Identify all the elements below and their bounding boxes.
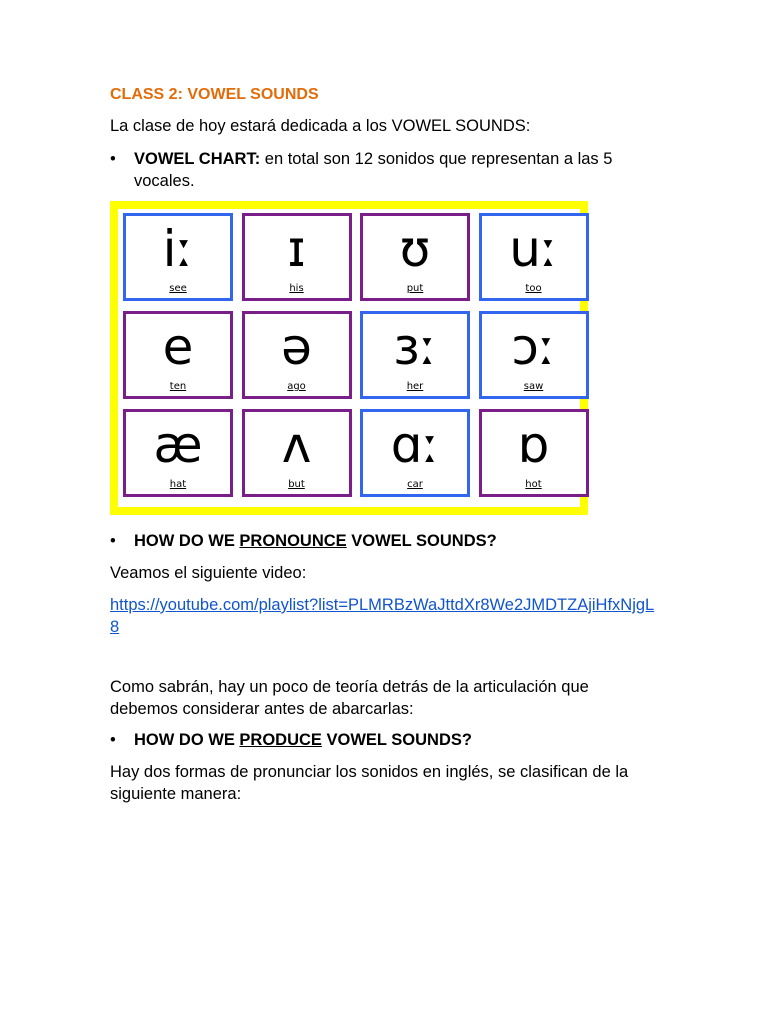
example-word: see xyxy=(169,283,187,294)
example-word: saw xyxy=(523,381,544,392)
vowel-cell xyxy=(360,213,470,301)
bullet-vowel-chart-label: VOWEL CHART: xyxy=(134,150,261,168)
vowel-symbol: æ xyxy=(153,416,203,474)
vowel-symbol: ə xyxy=(281,318,312,376)
bullet-produce-underlined: PRODUCE xyxy=(239,731,322,749)
vowel-symbol: ʊ xyxy=(399,220,431,278)
vowel-cell xyxy=(242,311,352,399)
intro-paragraph: La clase de hoy estará dedicada a los VOWEL SOUNDS: xyxy=(110,117,531,135)
bullet-dot: • xyxy=(110,532,116,550)
example-word: his xyxy=(289,283,304,294)
page-title: CLASS 2: VOWEL SOUNDS xyxy=(110,86,319,103)
vowel-cell xyxy=(123,311,233,399)
vowel-cell xyxy=(242,409,352,497)
video-link-block xyxy=(110,594,660,638)
vowel-chart xyxy=(110,201,588,515)
video-intro: Veamos el siguiente video: xyxy=(110,564,307,582)
example-word: ten xyxy=(169,381,187,392)
bullet-pronounce xyxy=(110,530,654,552)
example-word: put xyxy=(406,283,424,294)
vowel-cell xyxy=(479,213,589,301)
example-word: too xyxy=(525,283,542,294)
vowel-cell xyxy=(479,311,589,399)
vowel-symbol: ɑː xyxy=(390,416,440,474)
vowel-symbol: uː xyxy=(509,220,558,278)
example-word: but xyxy=(288,479,305,490)
vowel-cell xyxy=(123,213,233,301)
closing-paragraph: Hay dos formas de pronunciar los sonidos en inglés, se clasifican de la siguiente manera: xyxy=(110,763,629,803)
vowel-cell xyxy=(123,409,233,497)
bullet-produce xyxy=(110,729,654,751)
example-word: car xyxy=(407,479,423,490)
vowel-symbol: ɒ xyxy=(517,416,550,474)
vowel-symbol: ɜː xyxy=(393,318,437,376)
vowel-cell xyxy=(479,409,589,497)
bullet-produce-pre: HOW DO WE xyxy=(134,731,240,749)
bullet-pronounce-underlined: PRONOUNCE xyxy=(239,532,347,550)
vowel-symbol: e xyxy=(162,318,194,376)
vowel-symbol: iː xyxy=(162,220,194,278)
bullet-pronounce-pre: HOW DO WE xyxy=(134,532,240,550)
theory-paragraph: Como sabrán, hay un poco de teoría detrás de la articulación que debemos considerar antes de abarcarlas: xyxy=(110,678,589,718)
bullet-produce-post: VOWEL SOUNDS? xyxy=(321,731,472,749)
vowel-symbol: ʌ xyxy=(281,416,312,474)
youtube-playlist-link[interactable]: https://youtube.com/playlist?list=PLMRBzWaJttdXr8We2JMDTZAjiHfxNjgL8 xyxy=(110,596,655,636)
vowel-symbol: ɔː xyxy=(511,318,556,376)
example-word: hot xyxy=(525,479,542,490)
bullet-dot: • xyxy=(110,150,116,168)
bullet-pronounce-post: VOWEL SOUNDS? xyxy=(346,532,497,550)
example-word: hat xyxy=(169,479,187,490)
bullet-vowel-chart xyxy=(110,148,654,192)
vowel-cell xyxy=(360,311,470,399)
example-word: her xyxy=(406,381,424,392)
vowel-cell xyxy=(360,409,470,497)
vowel-symbol: ɪ xyxy=(287,220,306,278)
bullet-vowel-chart-text: en total son 12 sonidos que representan a las 5 vocales. xyxy=(134,150,613,190)
vowel-chart-grid xyxy=(118,209,580,507)
bullet-dot: • xyxy=(110,731,116,749)
vowel-cell xyxy=(242,213,352,301)
example-word: ago xyxy=(287,381,306,392)
